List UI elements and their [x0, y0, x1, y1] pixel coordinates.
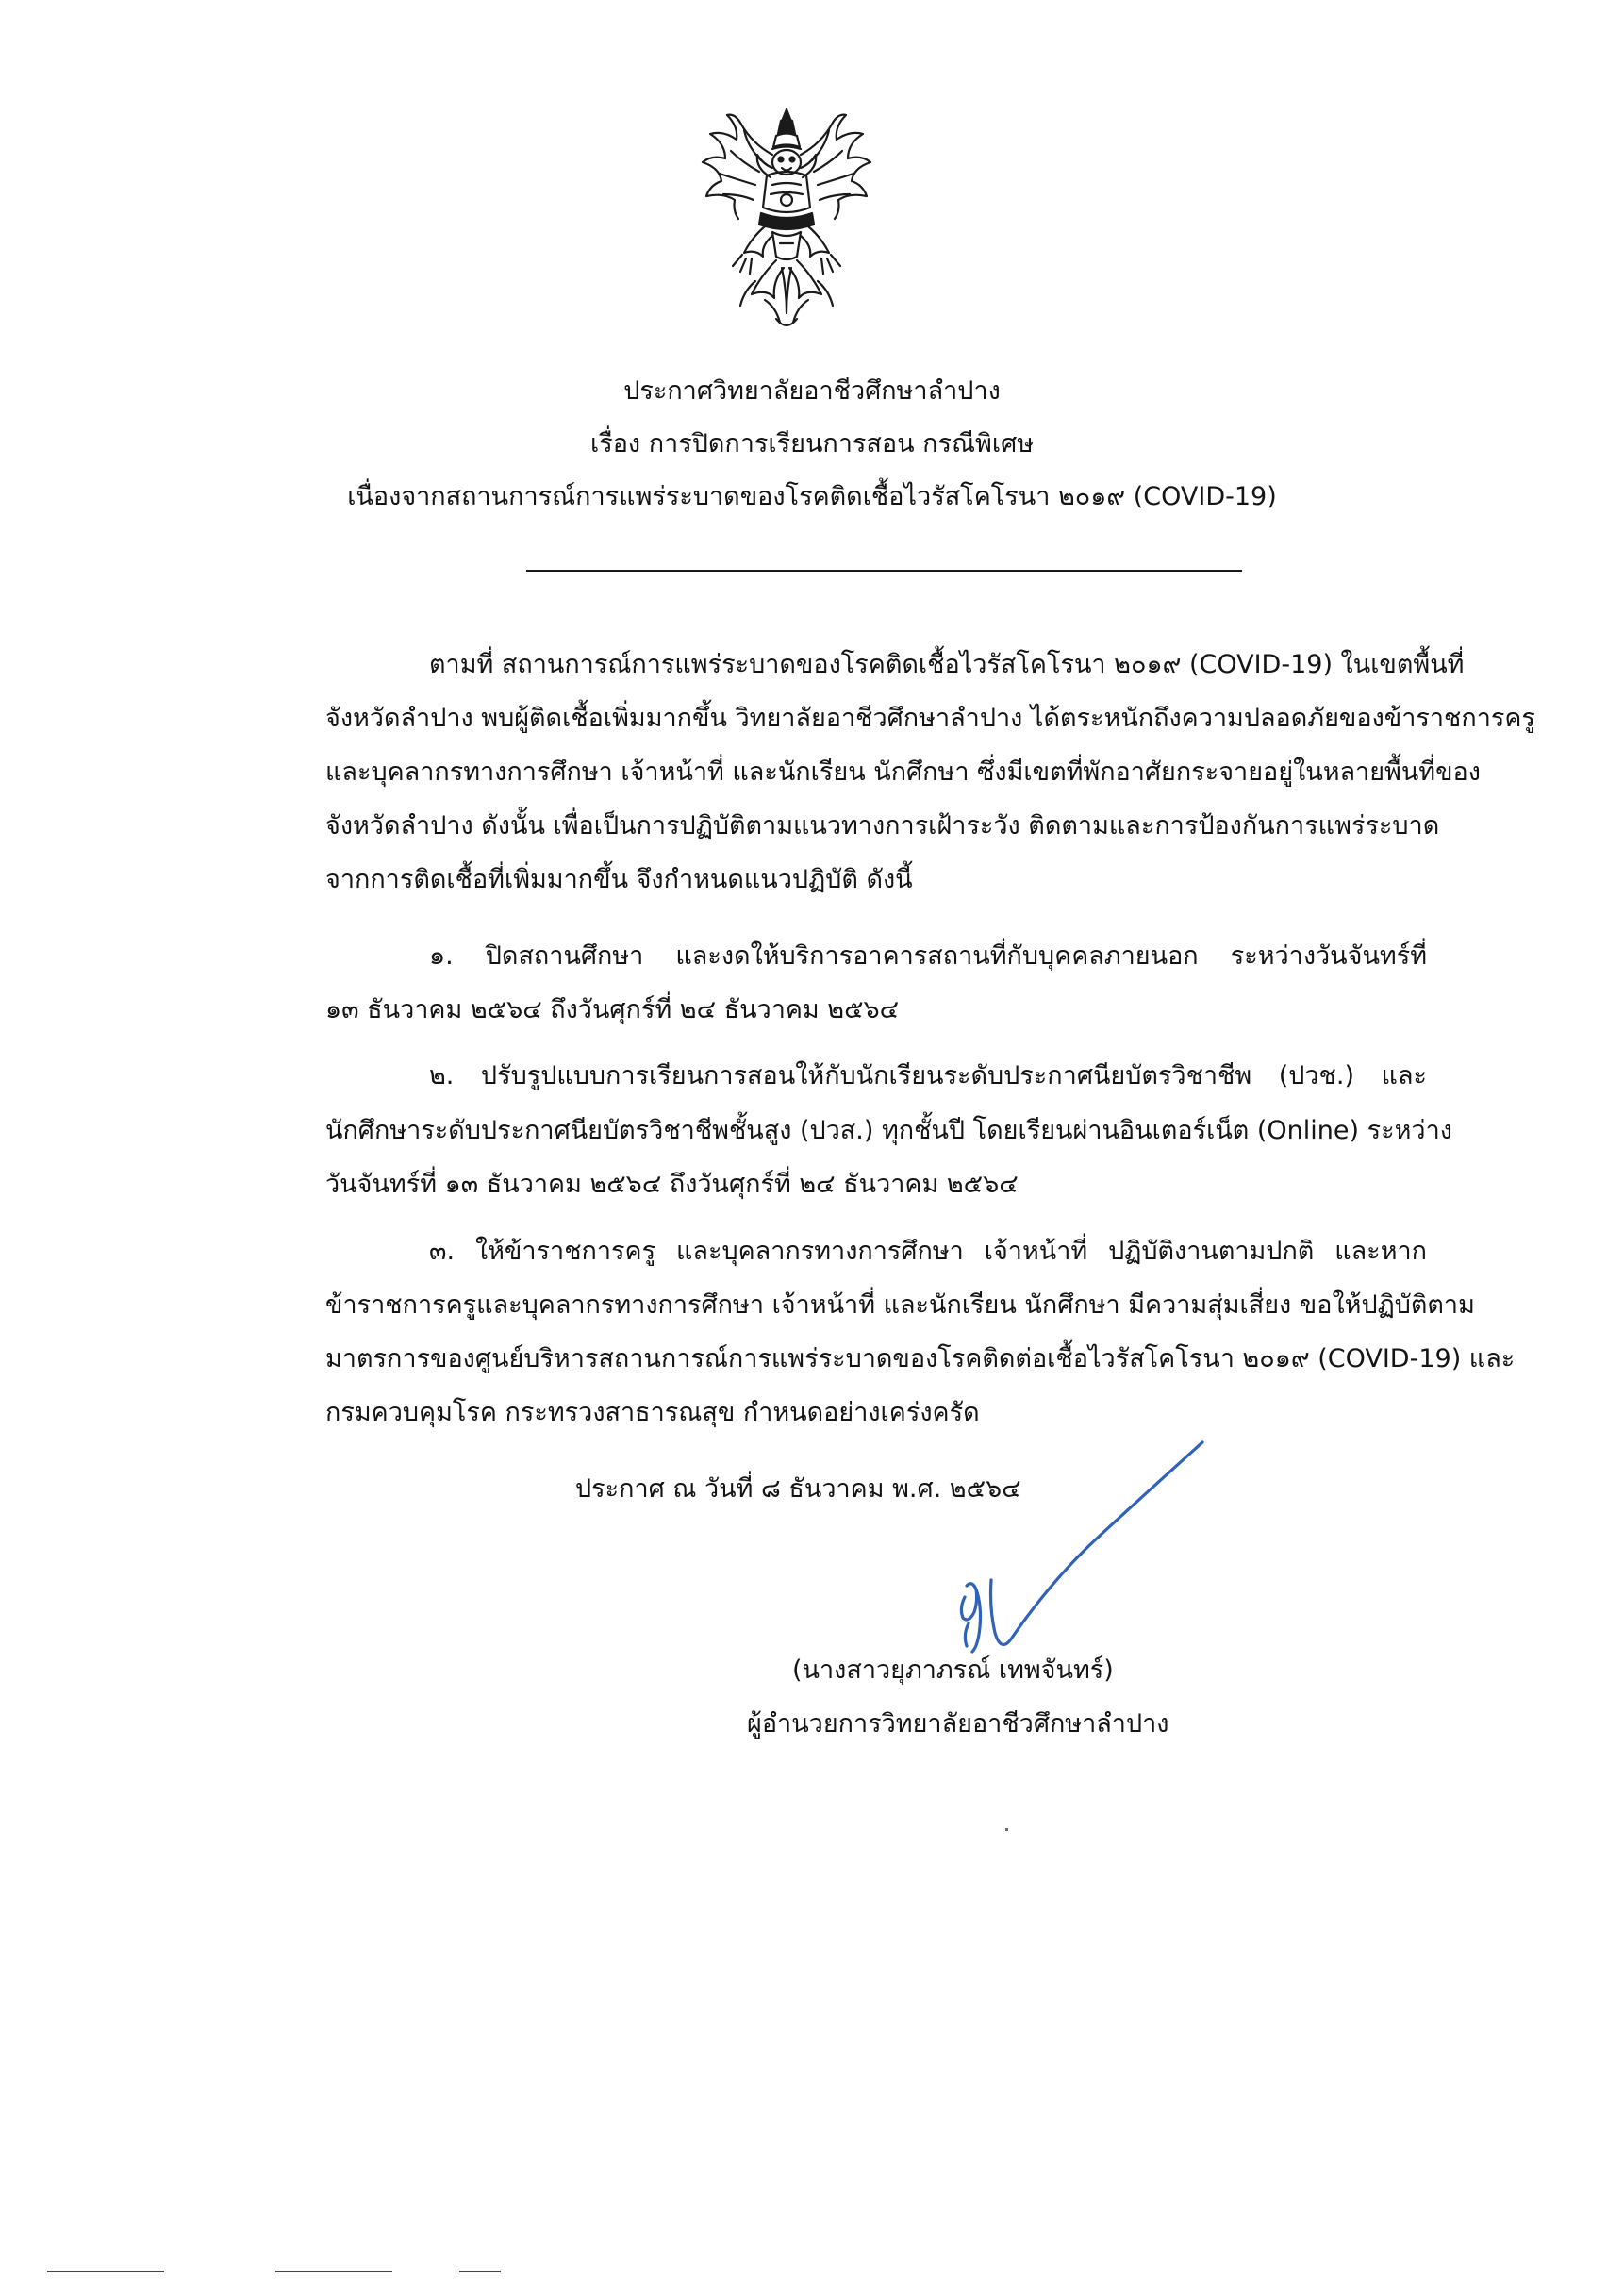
intro-line: และบุคลากรทางการศึกษา เจ้าหน้าที่ และนักเรียน นักศึกษา ซึ่งมีเขตที่พักอาศัยกระจายอยู่ในหลายพื้นที่ของ: [325, 757, 1481, 787]
garuda-emblem-icon: [686, 106, 888, 337]
subject-line: เรื่อง การปิดการเรียนการสอน กรณีพิเศษ: [589, 429, 1035, 458]
item2-line: นักศึกษาระดับประกาศนียบัตรวิชาชีพชั้นสูง (ปวส.) ทุกชั้นปี โดยเรียนผ่านอินเตอร์เน็ต (Online) ระหว่าง: [325, 1116, 1452, 1145]
announcement-date: ประกาศ ณ วันที่ ๘ ธันวาคม พ.ศ. ๒๕๖๔: [575, 1474, 1021, 1504]
footer-mark: [459, 2271, 501, 2272]
item3-line: กรมควบคุมโรค กระทรวงสาธารณสุข กำหนดอย่างเคร่งครัด: [325, 1398, 980, 1427]
item2-line: ๒. ปรับรูปแบบการเรียนการสอนให้กับนักเรียนระดับประกาศนียบัตรวิชาชีพ (ปวช.) และ: [429, 1061, 1427, 1090]
scan-speck: [1005, 1828, 1008, 1831]
item2-line: วันจันทร์ที่ ๑๓ ธันวาคม ๒๕๖๔ ถึงวันศุกร์ที่ ๒๔ ธันวาคม ๒๕๖๔: [325, 1170, 1019, 1199]
footer-mark: [47, 2271, 164, 2272]
intro-line: จากการติดเชื้อที่เพิ่มมากขึ้น จึงกำหนดแนวปฏิบัติ ดังนี้: [325, 865, 913, 894]
item3-line: ๓. ให้ข้าราชการครู และบุคลากรทางการศึกษา เจ้าหน้าที่ ปฏิบัติงานตามปกติ และหาก: [429, 1237, 1427, 1266]
item1-line: ๑๓ ธันวาคม ๒๕๖๔ ถึงวันศุกร์ที่ ๒๔ ธันวาคม ๒๕๖๔: [325, 995, 900, 1024]
signer-position: ผู้อำนวยการวิทยาลัยอาชีวศึกษาลำปาง: [747, 1709, 1169, 1739]
footer-mark: [275, 2271, 392, 2272]
item3-line: ข้าราชการครูและบุคลากรทางการศึกษา เจ้าหน้าที่ และนักเรียน นักศึกษา มีความสุ่มเสี่ยง ขอให้ปฏิบัติตาม: [325, 1290, 1475, 1320]
intro-line: จังหวัดลำปาง ดังนั้น เพื่อเป็นการปฏิบัติตามแนวทางการเฝ้าระวัง ติดตามและการป้องกันการแพร่ระบาด: [325, 811, 1440, 840]
intro-line: จังหวัดลำปาง พบผู้ติดเชื้อเพิ่มมากขึ้น วิทยาลัยอาชีวศึกษาลำปาง ได้ตระหนักถึงความปลอดภัยของข้าราชการครู: [325, 704, 1535, 733]
item1-line: ๑. ปิดสถานศึกษา และงดให้บริการอาคารสถานที่กับบุคคลภายนอก ระหว่างวันจันทร์ที่: [429, 941, 1427, 971]
signer-name: (นางสาวยุภาภรณ์ เทพจันทร์): [792, 1655, 1114, 1685]
header-divider: [526, 570, 1242, 572]
subtitle-line: เนื่องจากสถานการณ์การแพร่ระบาดของโรคติดเชื้อไวรัสโคโรนา ๒๐๑๙ (COVID-19): [347, 482, 1277, 511]
item3-line: มาตรการของศูนย์บริหารสถานการณ์การแพร่ระบาดของโรคติดต่อเชื้อไวรัสโคโรนา ๒๐๑๙ (COVID-19) และ: [325, 1344, 1516, 1373]
handwritten-signature: [910, 1439, 1221, 1665]
intro-line: ตามที่ สถานการณ์การแพร่ระบาดของโรคติดเชื้อไวรัสโคโรนา ๒๐๑๙ (COVID-19) ในเขตพื้นที่: [429, 650, 1465, 679]
page-title: ประกาศวิทยาลัยอาชีวศึกษาลำปาง: [623, 376, 1001, 406]
